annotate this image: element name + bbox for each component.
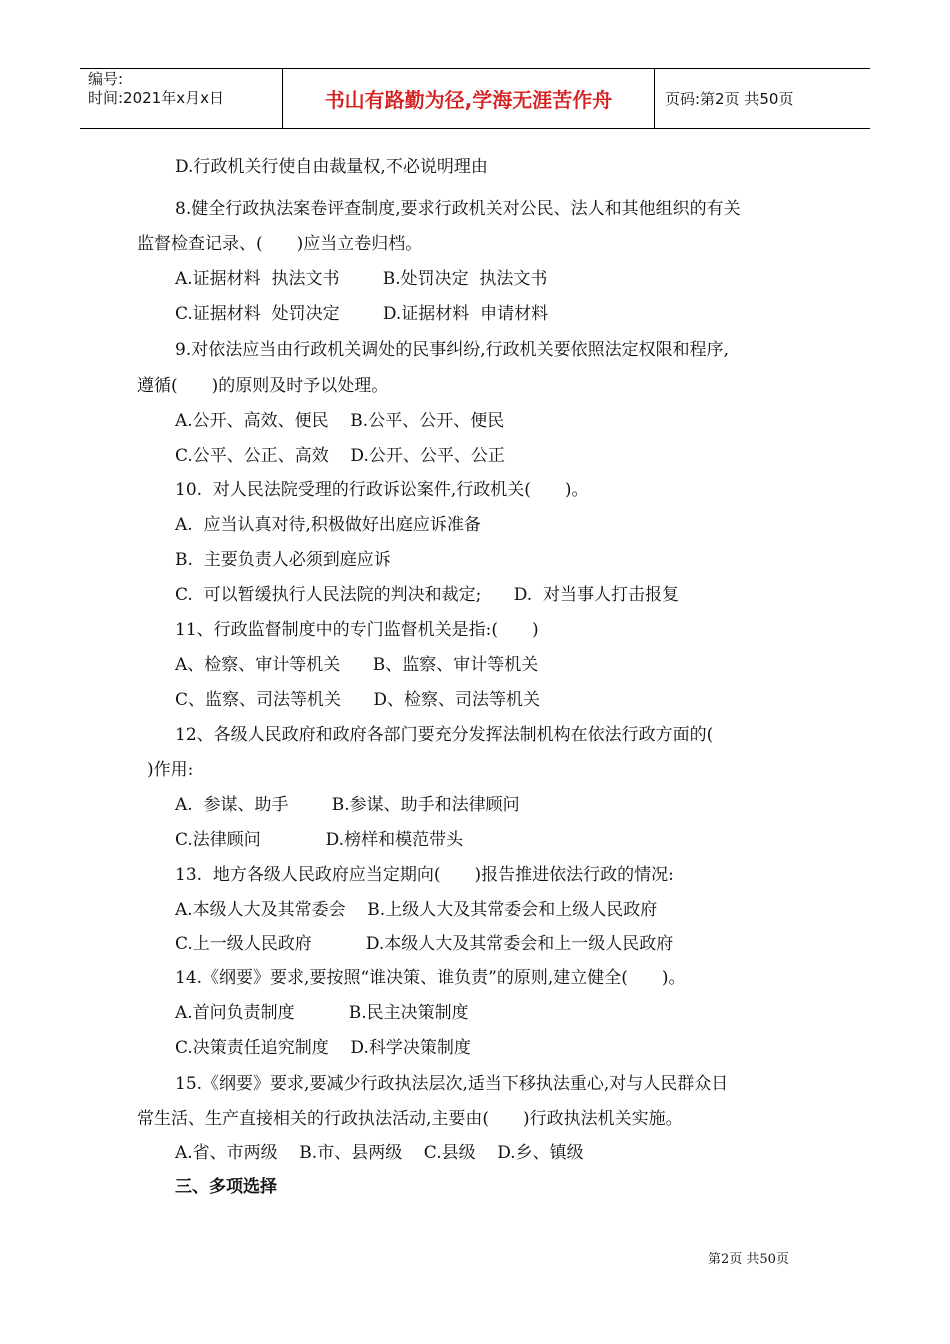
question-10-options-cd: C. 可以暂缓执行人民法院的判决和裁定; D. 对当事人打击报复	[175, 585, 679, 605]
header-motto: 书山有路勤为径,学海无涯苦作舟	[282, 69, 655, 128]
text-line: D.行政机关行使自由裁量权,不必说明理由	[175, 157, 488, 177]
question-9-options-ab: A.公开、高效、便民 B.公平、公开、便民	[175, 411, 505, 431]
question-9-line-1: 9.对依法应当由行政机关调处的民事纠纷,行政机关要依照法定权限和程序,	[175, 340, 730, 360]
question-12-options-ab: A. 参谋、助手 B.参谋、助手和法律顾问	[175, 795, 520, 815]
question-13-options-ab: A.本级人大及其常委会 B.上级人大及其常委会和上级人民政府	[175, 900, 658, 920]
document-date: 时间:2021年x月x日	[88, 89, 224, 107]
question-15-line-2: 常生活、生产直接相关的行政执法活动,主要由( )行政执法机关实施。	[137, 1109, 683, 1129]
header-page-indicator: 页码:第2页 共50页	[665, 90, 794, 108]
question-9-options-cd: C.公平、公正、高效 D.公开、公平、公正	[175, 446, 505, 466]
question-15-line-1: 15.《纲要》要求,要减少行政执法层次,适当下移执法重心,对与人民群众日	[175, 1074, 729, 1094]
question-9-line-2: 遵循( )的原则及时予以处理。	[137, 376, 389, 396]
section-heading-multiple-choice: 三、多项选择	[175, 1177, 277, 1197]
question-8-options-ab: A.证据材料 执法文书 B.处罚决定 执法文书	[175, 269, 548, 289]
question-8-line-1: 8.健全行政执法案卷评查制度,要求行政机关对公民、法人和其他组织的有关	[175, 199, 741, 219]
header-meta	[80, 69, 282, 128]
question-14-options-ab: A.首问负责制度 B.民主决策制度	[175, 1003, 469, 1023]
question-13-stem: 13. 地方各级人民政府应当定期向( )报告推进依法行政的情况:	[175, 865, 674, 885]
question-11-options-cd: C、监察、司法等机关 D、检察、司法等机关	[175, 690, 541, 710]
question-8-line-2: 监督检查记录、( )应当立卷归档。	[137, 234, 423, 254]
question-15-options: A.省、市两级 B.市、县两级 C.县级 D.乡、镇级	[175, 1143, 584, 1163]
question-10-stem: 10. 对人民法院受理的行政诉讼案件,行政机关( )。	[175, 480, 589, 500]
document-number-label: 编号:	[88, 70, 124, 88]
page-header	[80, 68, 870, 129]
question-11-stem: 11、行政监督制度中的专门监督机关是指:( )	[175, 620, 539, 640]
question-10-option-a: A. 应当认真对待,积极做好出庭应诉准备	[175, 515, 481, 535]
question-14-stem: 14.《纲要》要求,要按照“谁决策、谁负责”的原则,建立健全( )。	[175, 968, 686, 988]
question-14-options-cd: C.决策责任追究制度 D.科学决策制度	[175, 1038, 471, 1058]
question-11-options-ab: A、检察、审计等机关 B、监察、审计等机关	[175, 655, 539, 675]
page-footer: 第2页 共50页	[708, 1252, 789, 1267]
question-12-options-cd: C.法律顾问 D.榜样和模范带头	[175, 830, 464, 850]
question-12-line-1: 12、各级人民政府和政府各部门要充分发挥法制机构在依法行政方面的(	[175, 725, 714, 745]
question-10-option-b: B. 主要负责人必须到庭应诉	[175, 550, 391, 570]
question-8-options-cd: C.证据材料 处罚决定 D.证据材料 申请材料	[175, 304, 549, 324]
question-13-options-cd: C.上一级人民政府 D.本级人大及其常委会和上一级人民政府	[175, 934, 674, 954]
question-12-line-2: )作用:	[147, 760, 194, 780]
